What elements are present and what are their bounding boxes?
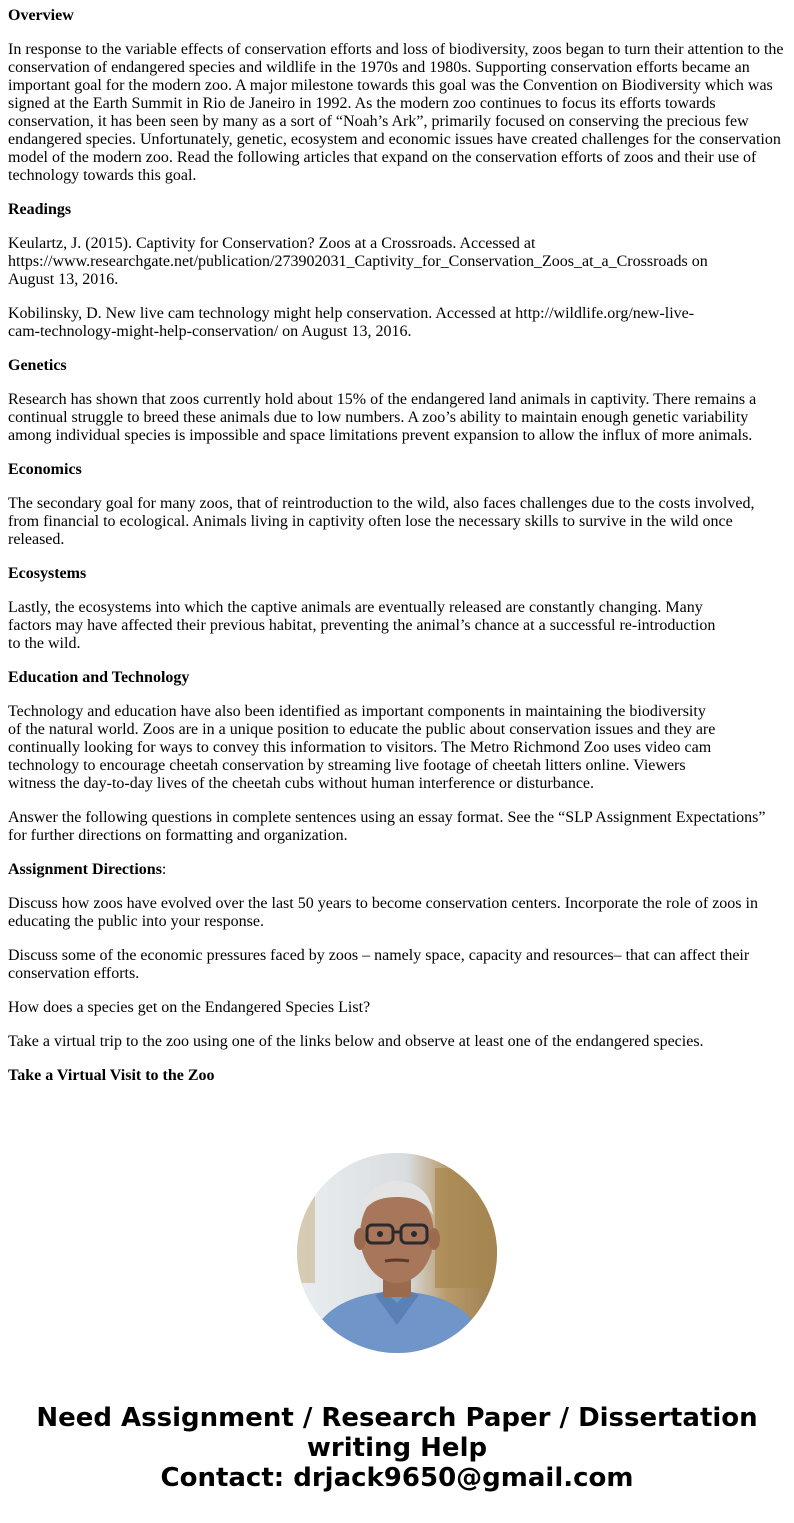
- economics-paragraph: The secondary goal for many zoos, that of reintroduction to the wild, also faces challenges due to the costs involved, from financial to ecological. Animals living in captivity often lose the necessary skills to survive in the wild once released.: [8, 495, 755, 548]
- overview-paragraph: In response to the variable effects of conservation efforts and loss of biodiversity, zoos began to turn their attention to the conservation of endangered species and wildlife in the 1970s and 1980s. Supporting conservation efforts became an important goal for the modern zoo. A major milestone towards this goal was the Convention on Biodiversity which was signed at the Earth Summit in Rio de Janeiro in 1992. As the modern zoo continues to focus its efforts towards conservation, it has been seen by many as a sort of “Noah’s Ark”, primarily focused on conserving the precious few endangered species. Unfortunately, genetic, ecosystem and economic issues have created challenges for the conservation model of the modern zoo. Read the following articles that expand on the conservation efforts of zoos and their use of technology towards this goal.: [8, 41, 784, 184]
- ecosystems-paragraph: Lastly, the ecosystems into which the captive animals are eventually released are constantly changing. Many factors may have affected their previous habitat, preventing the animal’s chance at a successful re-introduction to the wild.: [8, 599, 716, 652]
- assignment-colon: :: [161, 861, 167, 878]
- reading-item-2: Kobilinsky, D. New live cam technology might help conservation. Accessed at http://wildlife.org/new-live-cam-technology-might-help-conservation/ on August 13, 2016.: [8, 305, 695, 340]
- promo-line-2: writing Help: [306, 1433, 488, 1463]
- overview-heading: Overview: [8, 7, 74, 24]
- promo-banner: [0, 1403, 794, 1493]
- reading-item-1: Keulartz, J. (2015). Captivity for Conservation? Zoos at a Crossroads. Accessed at https://www.researchgate.net/publication/273902031_Captivity_for_Conservation_Zoos_at_a_Crossroads on August 13, 2016.: [8, 235, 708, 288]
- question-3: How does a species get on the Endangered Species List?: [8, 999, 371, 1016]
- question-4: Take a virtual trip to the zoo using one of the links below and observe at least one of the endangered species.: [8, 1033, 704, 1050]
- education-paragraph: Technology and education have also been identified as important components in maintaining the biodiversity of the natural world. Zoos are in a unique position to educate the public about conservation issues and they are continually looking for ways to convey this information to visitors. The Metro Richmond Zoo uses video cam technology to encourage cheetah conservation by streaming live footage of cheetah litters online. Viewers witness the day-to-day lives of the cheetah cubs without human interference or disturbance.: [8, 703, 716, 792]
- instructions-paragraph: Answer the following questions in complete sentences using an essay format. See the “SLP Assignment Expectations” for further directions on formatting and organization.: [8, 809, 766, 844]
- assignment-directions: [8, 861, 784, 879]
- document: [8, 7, 784, 1101]
- assignment-heading: Assignment Directions: [8, 861, 162, 878]
- genetics-paragraph: Research has shown that zoos currently hold about 15% of the endangered land animals in captivity. There remains a continual struggle to breed these animals due to low numbers. A zoo’s ability to maintain enough genetic variability among individual species is impossible and space limitations prevent expansion to allow the influx of more animals.: [8, 391, 757, 444]
- virtual-visit-heading: Take a Virtual Visit to the Zoo: [8, 1067, 215, 1084]
- avatar: [297, 1153, 497, 1353]
- economics-heading: Economics: [8, 461, 82, 478]
- person-photo-icon: [297, 1153, 497, 1353]
- question-1: Discuss how zoos have evolved over the last 50 years to become conservation centers. Incorporate the role of zoos in educating the public into your response.: [8, 895, 758, 930]
- promo-line-1: Need Assignment / Research Paper / Dissertation: [36, 1403, 758, 1433]
- readings-heading: Readings: [8, 201, 72, 218]
- promo-contact: Contact: drjack9650@gmail.com: [160, 1463, 634, 1493]
- ecosystems-heading: Ecosystems: [8, 565, 87, 582]
- question-2: Discuss some of the economic pressures faced by zoos – namely space, capacity and resources– that can affect their conservation efforts.: [8, 947, 750, 982]
- genetics-heading: Genetics: [8, 357, 67, 374]
- education-heading: Education and Technology: [8, 669, 190, 686]
